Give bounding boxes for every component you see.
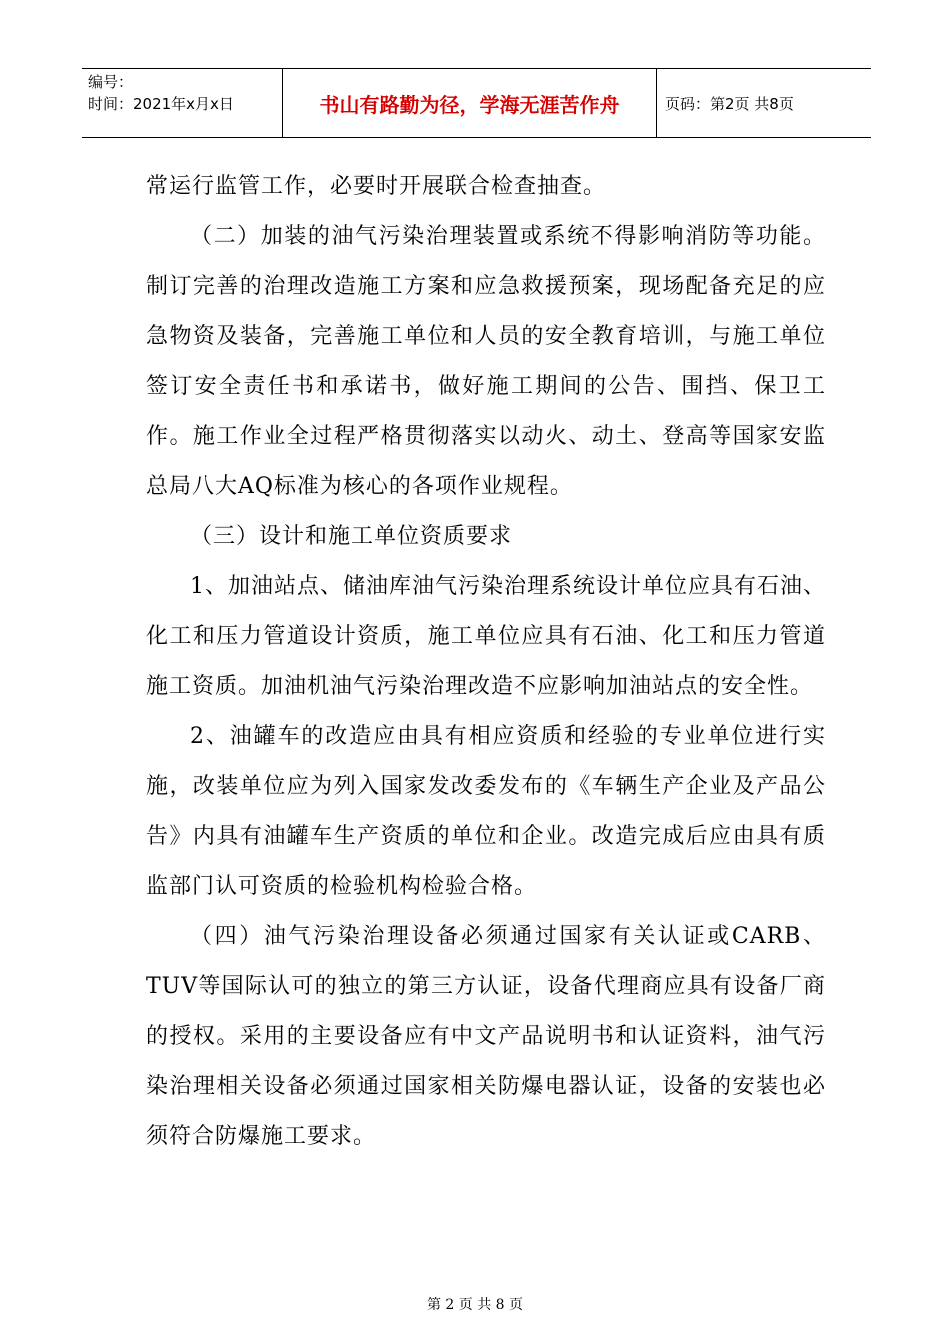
header-meta bbox=[82, 69, 282, 137]
header-page-info: 页码：第2页 共8页 bbox=[665, 94, 794, 113]
paragraph: 1、加油站点、储油库油气污染治理系统设计单位应具有石油、化工和压力管道设计资质，施工单位应具有石油、化工和压力管道施工资质。加油机油气污染治理改造不应影响加油站点的安全性。 bbox=[146, 574, 826, 699]
paragraph: （二）加装的油气污染治理装置或系统不得影响消防等功能。制订完善的治理改造施工方案和应急救援预案，现场配备充足的应急物资及装备，完善施工单位和人员的安全教育培训，与施工单位签订安全责任书和承诺书，做好施工期间的公告、围挡、保卫工作。施工作业全过程严格贯彻落实以动火、动土、登高等国家安监总局八大AQ标准为核心的各项作业规程。 bbox=[146, 224, 826, 499]
page-footer: 第 2 页 共 8 页 bbox=[426, 1297, 524, 1313]
document-body bbox=[146, 162, 826, 1162]
paragraph: 2、油罐车的改造应由具有相应资质和经验的专业单位进行实施，改装单位应为列入国家发改委发布的《车辆生产企业及产品公告》内具有油罐车生产资质的单位和企业。改造完成后应由具有质监部门认可资质的检验机构检验合格。 bbox=[146, 724, 826, 899]
paragraph: 常运行监管工作，必要时开展联合检查抽查。 bbox=[146, 174, 607, 199]
paragraph: （四）油气污染治理设备必须通过国家有关认证或CARB、TUV等国际认可的独立的第三方认证，设备代理商应具有设备厂商的授权。采用的主要设备应有中文产品说明书和认证资料，油气污染治理相关设备必须通过国家相关防爆电器认证，设备的安装也必须符合防爆施工要求。 bbox=[146, 924, 826, 1149]
document-number-label: 编号： bbox=[88, 73, 134, 91]
section-heading: （三）设计和施工单位资质要求 bbox=[190, 524, 513, 549]
page-header bbox=[82, 68, 871, 138]
header-motto: 书山有路勤为径，学海无涯苦作舟 bbox=[282, 69, 657, 137]
document-date: 时间：2021年x月x日 bbox=[88, 95, 234, 113]
